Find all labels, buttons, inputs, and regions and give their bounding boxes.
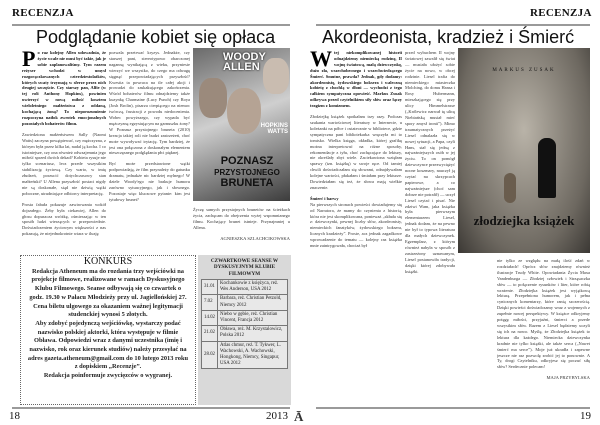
cover-figure-death: [538, 138, 556, 198]
contest-text: Aby zdobyć pojedynczą wejściówkę, wystarczy podać nazwisko polskiej aktorki, która występuje w filmie Obława. Odpowiedzi wraz z danymi uczestnika (imię i nazwisko, rok oraz kierunek studiów) należy przesyłać na adres gazeta.atheneum@gmail.com do 10 lutego 2013 roku z dopiskiem „Recenzje”.: [27, 319, 189, 371]
section-label-left: RECENZJA: [12, 7, 74, 19]
table-row: [202, 310, 288, 325]
header-rule-right: [316, 24, 590, 26]
cover-title: złodziejka książek: [473, 213, 575, 228]
contest-box: [20, 255, 196, 405]
schedule-heading: CZWARTKOWE SEANSE W DYSKUSYJNYM KLUBIE FILMOWYM: [210, 258, 279, 277]
date-cell: 28.02: [202, 341, 218, 369]
article-title-left: Podglądanie kobiet się opłaca: [36, 27, 276, 47]
article-lead: o raz kolejny Allen udowadnia, że życie wcale nie musi być takie, jak je sobie zaplanowaliśmy. Tym razem reżyser wchodzi w umysł rozgorączkowanych czterdziestolatków, których swaty trzymają w sferze przez nich drugiej szczęście. Czy starszy pan, Alfie (w tej roli Anthony Hopkins), powinien uwierzyć w nową miłość kosztem wieloletniego małżeństwa z oddaną, kochającą żoną? To nieporozumienie rozpoczyna natłok zwrotek emocjonalnych pozostałych bohaterów filmu.: [22, 50, 106, 126]
article-column-2-right: [405, 50, 455, 405]
poster-text: ALLEN: [223, 61, 260, 73]
author-signature: MAJA PRZYBYLSKA: [546, 375, 590, 381]
cover-figure-girl: [504, 173, 516, 203]
cover-author: MARKUS ZUSAK: [492, 68, 556, 73]
date-cell: 14.02: [202, 310, 218, 325]
poster-face-center: [227, 88, 261, 134]
footer-rule-right: [316, 407, 590, 409]
paragraph: Na pierwszych stronach powieści dowiadujemy się od Narratora, że mamy do czynienia z historią, która nie jest skomplikowana, ponieważ „składa się z: dziewczynki, pewnej liczby słów, akordeonisty, niemieckich fanatyków, żydowskiego boksera, licznych kradzieży”. Proste, acz jednak zagadkowe wprowadzenie do tematu — kolejny raz książka mnie zaintrygowała, chociaż był: [310, 201, 402, 249]
paragraph: Życzę samych przystojnych brunetów na ścieżkach życia, zachęcam do obejrzenia wyżej wspomnianego filmu. Kochający brunet istnieje. Przynajmniej u Allena.: [193, 207, 290, 230]
article-column-2-left: [109, 50, 190, 250]
paragraph: nie tylko ze względu na małą ilość zdań w rozdziałach! Oprócz słów znajdziemy również ilustracje Trudy White. Opowiadania Życia Maxa Vandenburga — Złodziej człowiek i Strząsaczka słów — to połączenie rysunków i liter, które robią wrażenie. Złodziejka książek jest wyjątkową lekturą. Przepełniona humorem, jak i pełna cynicznych komentarzy, które ranią szczerością. Dzięki powieści doświadczamy wraz z wojennych z zupełnie nowej perspektywy. W książce odkryjemy potęgę miłości, przyjaźni, śmierci a przede wszystkim słów. Razem z Liesel będziemy uczyli się ich na nowo. Myślę, że Złodziejka książek to lektura dla każdego. Niemiecka dziewczynka kradnie nie tylko książki, ale także serca („Nawet śmierć ma serce”). Moje już ukradła i zapewne jeszcze nie raz pozwolę zrobić jej to ponownie. A Ty, drogi Czytelniku, odkryjesz się poczuć siłę słów? Serdecznie polecam!: [497, 258, 590, 370]
poster-text: BRUNETA: [220, 177, 274, 189]
subheading: Śmierć i barwy: [310, 195, 339, 201]
book-cover-image: [458, 48, 590, 253]
poster-text: WATTS: [267, 129, 288, 135]
table-row: [202, 341, 288, 369]
article-column-1-right: [310, 50, 402, 405]
poster-text: PRZYSTOJNEGO: [214, 168, 280, 177]
film-cell: Niebo w gębie, reż. Christian Vincent, Francja 2012: [218, 310, 288, 325]
table-row: [202, 326, 288, 341]
contest-text: Redakcja poinformuje zwycięzców o wygranej.: [43, 372, 173, 380]
header-rule-left: [12, 24, 290, 26]
film-cell: Atlas chmur, reż. T. Tykwer, L. Wachowski, A. Wachowski, Hongkong, Niemcy, Singapur, USA 2012: [218, 341, 288, 369]
footer-rule-left: [12, 407, 290, 409]
screening-schedule: [198, 255, 291, 405]
schedule-table: [201, 279, 288, 369]
article-title-right: Akordeonista, kradzież i Śmierć: [322, 27, 575, 47]
poster-text: POZNASZ: [220, 155, 274, 167]
drop-cap: W: [310, 50, 332, 71]
contest-heading: KONKURS: [83, 256, 133, 267]
paragraph: Prosta fabuła pokazuje zawirowania wokół dojrzałego. Żeby była ciekawiej, Allen do głosu dopuszcza wróżkę, ośmieszając w ten sposób ludzi wierzących w przepowiednie. Doświadczeniem życiowym większości z nas pokazują, że niejednokrotnie wiara w iluzję: [22, 201, 106, 237]
date-cell: 31.01: [202, 279, 218, 294]
article-column-3-right: [497, 258, 590, 403]
issue-year: 2013: [266, 410, 288, 422]
paragraph: Złodziejkę książek spotkałam trzy razy. Podczas szukania wartościowej literatury w Internecie, u koleżanki na półce i ostatecznie w bibliotece, gdzie sympatyczna pani bibliotekarka wręczyła mi to tomisko. Wielka księga, okładka, której grafikę można interpretować na różne sposoby, rekomendacje z tyłu, choć zachęcające do lektury, nie określały zbyt wiele. Zaciekawiona wzięłam sprawy (tzn. książkę) w swoje ręce. Od tamtej chwili doświadczałam się słowami, odnajdywałam kolejne wartości, płakałam i śmiałam przy lekturze. Dowiedziałam się też, że słowa mają wielkie znaczenie.: [310, 114, 402, 190]
paragraph: przed wybuchem II wojny światowej zawalił się świat — musiała ułożyć sobie życie na nowo, w obcej rodzinie. Liesel trafia do niemieckiego miasteczka Molching, do domu Hansa i Rosy Hubermann, mieszkającego się przy ulicy Himmelstrasse („Królewicz narwał tę ulicę Niebiańską musiał mieć spory zmysł ironii”). Mimo traumatycznych przeżyć Liesel odnalazła się w nowej sytuacji, a Papa, czyli Hans, stał się jedną z najważniejszych osób w jej życiu. To on pomógł dziewczynce przezwyciężyć nocne koszmary, nauczył ją czytać na skrzypcach papierowe, a co najważniejsze (choć sam dobrze nie potrafił) — uczył Liesel czytać i pisać. Nie zdziwi Wam, jaka książka była pierwszym elementarzem Liesel, jednak dodam, że na pewno nie był to typowa literatura dla małych dziewczynek. Egzemplarz, z którym również nabyła w sposób z zastrzeżony uznawanym, Liesel postanowiła tradycji, dzięki której zdobywała książki.: [405, 50, 455, 274]
paragraph: Zawiedziona małżeństwem Sally (Naomi Watts) zaczyna powątpiewać, czy mężczyzna, z którym była przez kilka lat, nadal ją kocha. I co istotniejsze, czy ona również odwzajemnia jego miłość sprzed dwóch dekad? Kobieta rysuje nie tylko scenariusz, lecz przede wszystkim stabilizację życiową. Czy warto, w imię złudzeń, porzucić dotychczasowy stan małżeński? U Allena przyszłość postaci nigdy nie są doskonałe, stąd nie dziwią wątki poboczne, utrudniające odbiorcy interpretację.: [22, 131, 106, 196]
table-row: [202, 279, 288, 294]
article-lead: tej niekomplikowanej historii odnajdziemy niemiecką rodzinę, II wojnę światową, małą dziewczynkę, dużo zła, wszechobecnego i wszechwiedzącego Śmierć. Smutne, prawda? Jednak, gdy dodamy: akordeonistę, żydowskiego boksera i waleczną kobietę z chochlą w dłoni — wychodzi z tego całkiem sympatyczna opowieść. Markus Zusak odkrywa przed czytelnikiem siły słów oraz łączy tragizm z komizmem.: [310, 50, 402, 109]
section-label-right: RECENZJA: [530, 7, 592, 19]
paragraph: pozwala przetrwać kryzys. Jednakże, czy starszej pani, stereotypowo obarczonej naganną wynikającą z wieku, przyniesie wierzyć we wszystko, do czego ma odwagę sięgnąć przepowiadających przyszłość? Kwestia ta powraca na tle całej akcji i prowadzi do zaskakującego zakończenia. Wśród bohaterów filmu odnajdziemy także kuzynkę Charmaine (Lucy Punch) czy Roya (Josh Brolin), pisarza cierpiącego na niemoc twórczą, frustracji z powodu niedocenienia. Wobec powyższego, czy wypada być mężczyzną egzystującym na garnuszku żony? W Poznasz przystojnego bruneta (2010) kreacja takiej roli nie budzi zastrzeżeń, choć może wywoływać irytację. Tym bardziej, że jest ona połączona z doskonałym elementem nieszczęsnego podglądania płci pięknej.: [109, 50, 190, 156]
date-cell: 7.02: [202, 295, 218, 310]
poster-face-left: [199, 78, 227, 118]
drop-cap: P: [22, 50, 36, 71]
date-cell: 21.02: [202, 326, 218, 341]
paragraph: Być może przedstawione wątki podpowiadają, że film przynależy do gatunku dramatu, jednakże nic bardziej mylnego! W dziele Woody'ego nie brakuje humoru zarówno sytuacyjnego, jak i słownego. Pozostaje więc kluczowe pytanie: kim jest tytułowy brunet?: [109, 161, 190, 202]
movie-poster-image: [193, 48, 290, 201]
page-number-left: 18: [9, 410, 20, 422]
table-row: [202, 295, 288, 310]
page-number-right: 19: [580, 410, 591, 422]
magazine-logo: Ā: [294, 409, 304, 424]
film-cell: Kochankowie z księżyca, reż. Wes Anderson, USA 2012: [218, 279, 288, 294]
film-cell: Obława, reż. M. Krzystalowicz, Polska 2012: [218, 326, 288, 341]
poster-text: HOPKINS: [260, 123, 288, 129]
poster-face-right: [263, 58, 289, 94]
article-column-1-left: [22, 50, 106, 250]
film-cell: Barbara, reż. Christian Petzold, Niemcy 2012: [218, 295, 288, 310]
article-column-3-left: [193, 207, 290, 247]
poster-text: WOODY: [223, 51, 266, 63]
author-signature: AGNIESZKA SZLACHCIKOWSKA: [220, 235, 290, 241]
contest-text: Redakcja Atheneum ma do rozdania trzy wejściówki na projekcje filmowe, realizowane w ramach Dyskusyjnego Klubu Filmowego. Seanse odbywają się co czwartek o godz. 19.30 w Pałacu Młodzieży przy ul. Jagiellońskiej 27. Cena biletu ulgowego za okazaniem ważnej legitymacji studenckiej wynosi 5 złotych.: [29, 267, 187, 319]
